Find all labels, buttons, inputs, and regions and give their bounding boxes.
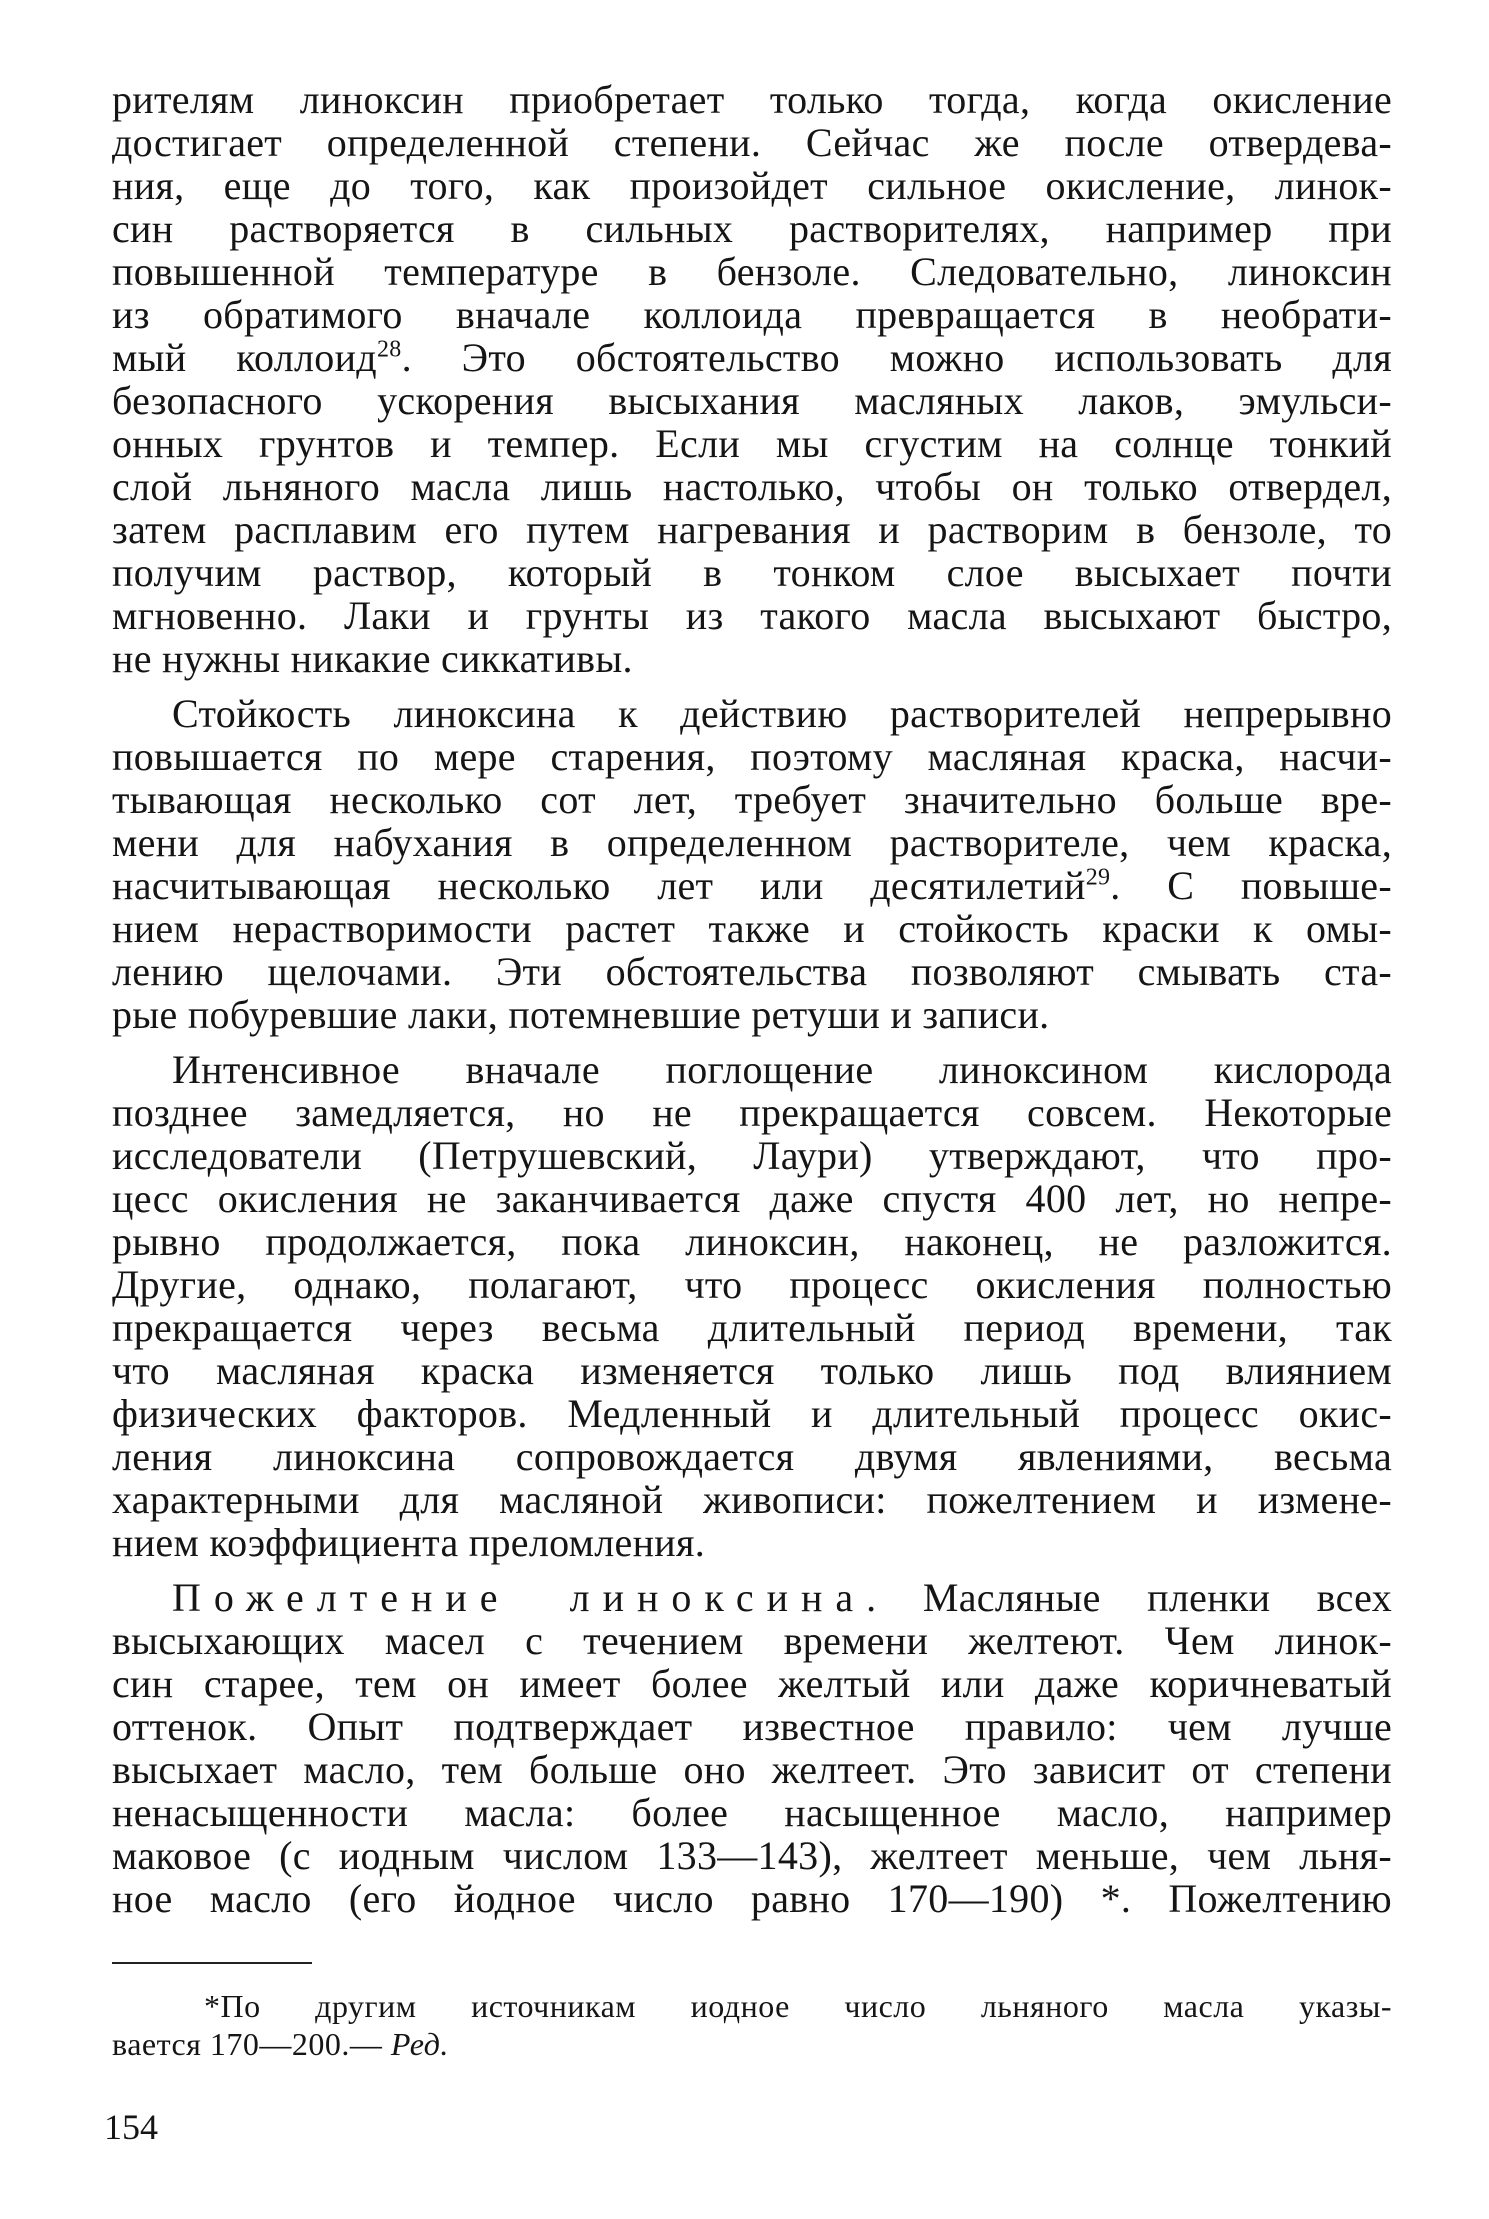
paragraph-3 (112, 1048, 1392, 1564)
text-line: безопасного ускорения высыхания масляных лаков, эмульси- (112, 378, 1392, 423)
text-line: рывно продолжается, пока линоксин, наконец, не разложится. (112, 1219, 1392, 1264)
text-line: из обратимого вначале коллоида превращается в необрати- (112, 292, 1392, 337)
paragraph-4 (112, 1576, 1392, 1920)
reference-28: 28 (376, 336, 402, 363)
text-line: нием коэффициента преломления. (112, 1520, 706, 1565)
text-line (112, 864, 1392, 907)
text-line: Другие, однако, полагают, что процесс окисления полностью (112, 1262, 1392, 1307)
text-fragment: . С повыше- (1110, 863, 1392, 908)
text-line: физических факторов. Медленный и длительный процесс окис- (112, 1391, 1392, 1436)
text-line: оттенок. Опыт подтверждает известное правило: чем лучше (112, 1704, 1392, 1749)
footnote (112, 1987, 1392, 2063)
text-line: ния, еще до того, как произойдет сильное окисление, линок- (112, 163, 1392, 208)
text-line: высыхает масло, тем больше оно желтеет. Это зависит от степени (112, 1747, 1392, 1792)
text-fragment: . Это обстоятельство можно использовать для (401, 335, 1392, 380)
reference-29: 29 (1085, 864, 1111, 891)
text-line: прекращается через весьма длительный период времени, так (112, 1305, 1392, 1350)
text-line: характерными для масляной живописи: пожелтением и измене- (112, 1477, 1392, 1522)
text-line: рые побуревшие лаки, потемневшие ретуши и записи. (112, 992, 1050, 1037)
text-line: онных грунтов и темпер. Если мы сгустим на солнце тонкий (112, 421, 1392, 466)
paragraph-1 (112, 78, 1392, 680)
text-line (112, 336, 1392, 379)
text-line: исследователи (Петрушевский, Лаури) утверждают, что про- (112, 1133, 1392, 1178)
text-fragment: насчитывающая несколько лет или десятилетий (112, 863, 1086, 908)
text-line: ное масло (его йодное число равно 170—190) *. Пожелтению (112, 1876, 1392, 1921)
text-line: син растворяется в сильных растворителях, например при (112, 206, 1392, 251)
text-fragment: мый коллоид (112, 335, 377, 380)
text-line: достигает определенной степени. Сейчас же после отвердева- (112, 120, 1392, 165)
section-heading: Пожелтение линоксина (172, 1575, 867, 1620)
text-line: слой льняного масла лишь настолько, чтобы он только отвердел, (112, 464, 1392, 509)
text-line: позднее замедляется, но не прекращается совсем. Некоторые (112, 1090, 1392, 1135)
text-line: мгновенно. Лаки и грунты из такого масла высыхают быстро, (112, 593, 1392, 638)
text-line: тывающая несколько сот лет, требует значительно больше вре- (112, 777, 1392, 822)
text-fragment: вается 170—200.— (112, 2026, 391, 2062)
text-line: мени для набухания в определенном растворителе, чем краска, (112, 820, 1392, 865)
text-line: нием нерастворимости растет также и стойкость краски к омы- (112, 906, 1392, 951)
page-number: 154 (104, 2107, 158, 2147)
text-line: повышается по мере старения, поэтому масляная краска, насчи- (112, 734, 1392, 779)
text-line: не нужны никакие сиккативы. (112, 636, 633, 681)
text-line (112, 1576, 1392, 1619)
text-line: Стойкость линоксина к действию растворителей непрерывно (172, 691, 1392, 736)
text-line: ления линоксина сопровождается двумя явлениями, весьма (112, 1434, 1392, 1479)
footnote-divider (112, 1962, 312, 1964)
editor-note: Ред. (390, 2026, 449, 2062)
text-line: получим раствор, который в тонком слое высыхает почти (112, 550, 1392, 595)
text-fragment: . Масляные пленки всех (866, 1575, 1393, 1620)
text-line: маковое (с иодным числом 133—143), желтеет меньше, чем льня- (112, 1833, 1392, 1878)
text-line: цесс окисления не заканчивается даже спустя 400 лет, но непре- (112, 1176, 1392, 1221)
text-line: высыхающих масел с течением времени желтеют. Чем линок- (112, 1618, 1392, 1663)
text-line: Интенсивное вначале поглощение линоксином кислорода (172, 1047, 1392, 1092)
text-line: ненасыщенности масла: более насыщенное масло, например (112, 1790, 1392, 1835)
text-line: рителям линоксин приобретает только тогда, когда окисление (112, 77, 1392, 122)
text-line: лению щелочами. Эти обстоятельства позволяют смывать ста- (112, 949, 1392, 994)
footnote-line: *По другим источникам иодное число льняного масла указы- (204, 1988, 1392, 2024)
text-line: затем расплавим его путем нагревания и растворим в бензоле, то (112, 507, 1392, 552)
paragraph-2 (112, 692, 1392, 1036)
text-line: что масляная краска изменяется только лишь под влиянием (112, 1348, 1392, 1393)
footnote-line (112, 2025, 1392, 2063)
text-line: повышенной температуре в бензоле. Следовательно, линоксин (112, 249, 1392, 294)
body-text (112, 78, 1392, 1920)
text-line: син старее, тем он имеет более желтый или даже коричневатый (112, 1661, 1392, 1706)
